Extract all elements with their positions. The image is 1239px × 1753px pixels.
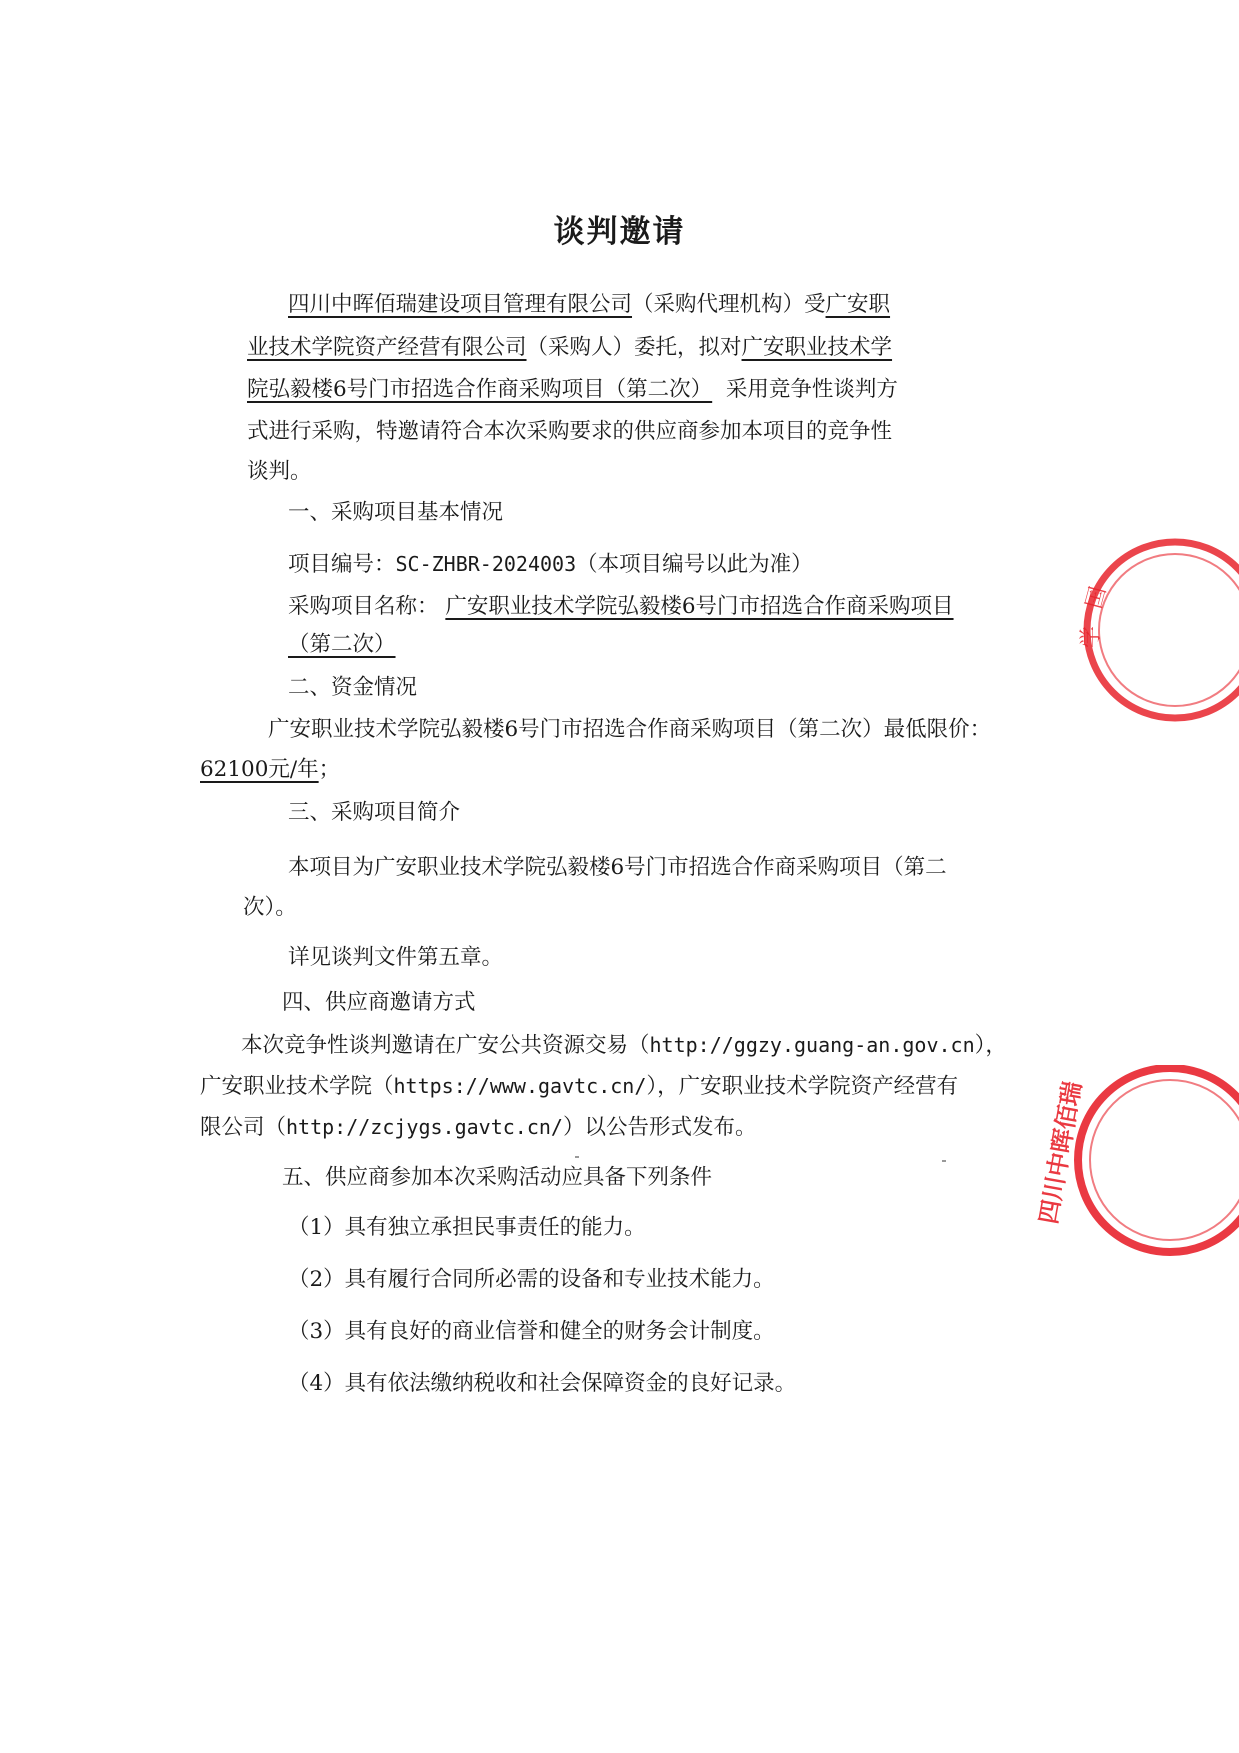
project-name-line xyxy=(288,592,954,622)
price-end: ； xyxy=(318,757,341,782)
svg-text:四川中晖佰瑞: 四川中晖佰瑞 xyxy=(1034,1079,1087,1227)
invitation-text-3b: ）以公告形式发布。 xyxy=(562,1115,757,1140)
funding-text: 广安职业技术学院弘毅楼6号门市招选合作商采购项目（第二次）最低限价： xyxy=(268,717,992,742)
intro-line-5: 谈判。 xyxy=(247,459,312,484)
condition-item-1: （1）具有独立承担民事责任的能力。 xyxy=(288,1215,646,1240)
invitation-line-2 xyxy=(200,1071,958,1102)
intro-line-2 xyxy=(247,333,892,363)
project-number-label: 项目编号： xyxy=(288,552,396,577)
purchaser-name-part1: 广安职 xyxy=(825,292,891,317)
zcjygs-url: http://zcjygs.gavtc.cn/ xyxy=(286,1115,563,1139)
scan-speck xyxy=(942,1160,946,1162)
intro-line-1 xyxy=(288,290,890,320)
project-name-label: 采购项目名称： xyxy=(288,594,439,619)
invitation-text-3a: 限公司（ xyxy=(200,1115,287,1140)
section5-heading: 五、供应商参加本次采购活动应具备下列条件 xyxy=(282,1165,713,1190)
gavtc-url: https://www.gavtc.cn/ xyxy=(393,1074,647,1098)
price-line xyxy=(200,755,340,785)
agency-name: 四川中晖佰瑞建设项目管理有限公司 xyxy=(288,292,633,317)
condition-item-2: （2）具有履行合同所必需的设备和专业技术能力。 xyxy=(288,1267,775,1292)
section2-heading: 二、资金情况 xyxy=(288,675,418,700)
invitation-line-1 xyxy=(241,1030,1007,1061)
project-name-line-2 xyxy=(288,630,396,660)
invitation-text-1a: 本次竞争性谈判邀请在广安公共资源交易（ xyxy=(241,1033,650,1058)
project-number: SC-ZHBR-2024003 xyxy=(395,552,577,576)
purchaser-name-part2: 业技术学院资产经营有限公司 xyxy=(247,335,527,360)
project-name-part2: 院弘毅楼6号门市招选合作商采购项目（第二次） xyxy=(247,377,713,402)
project-number-note: （本项目编号以此为准） xyxy=(576,552,813,577)
condition-item-3: （3）具有良好的商业信誉和健全的财务会计制度。 xyxy=(288,1319,775,1344)
section1-heading: 一、采购项目基本情况 xyxy=(288,500,504,525)
project-name-value: 广安职业技术学院弘毅楼6号门市招选合作商采购项目 xyxy=(445,594,954,619)
purchaser-role: （采购人）委托，拟对 xyxy=(526,335,742,360)
ggzy-url: http://ggzy.guang-an.gov.cn xyxy=(649,1033,975,1057)
project-name-value-2: （第二次） xyxy=(288,632,396,657)
intro-line-4: 式进行采购，特邀请符合本次采购要求的供应商参加本项目的竞争性 xyxy=(247,419,893,444)
section3-heading: 三、采购项目简介 xyxy=(288,800,461,825)
invitation-text-1b: ）， xyxy=(974,1033,1007,1058)
red-seal-icon xyxy=(1050,530,1239,730)
intro-line-3 xyxy=(247,375,898,405)
scan-speck xyxy=(575,1156,579,1158)
condition-item-4: （4）具有依法缴纳税收和社会保障资金的良好记录。 xyxy=(288,1371,797,1396)
document-title: 谈判邀请 xyxy=(553,214,686,250)
invitation-text-2a: 广安职业技术学院（ xyxy=(200,1074,394,1099)
project-name-part1: 广安职业技术学 xyxy=(741,335,893,360)
svg-text:学: 学 xyxy=(1079,625,1104,648)
minimum-price: 62100元/年 xyxy=(200,757,319,782)
detail-note: 详见谈判文件第五章。 xyxy=(288,945,504,970)
intro-text-line-2: 次）。 xyxy=(243,895,297,920)
red-seal-icon-2 xyxy=(1010,1065,1239,1265)
intro-text-line-1: 本项目为广安职业技术学院弘毅楼6号门市招选合作商采购项目（第二 xyxy=(288,855,947,880)
invitation-text-2b: ），广安职业技术学院资产经营有 xyxy=(646,1074,959,1099)
section4-heading: 四、供应商邀请方式 xyxy=(282,990,476,1015)
invitation-line-3 xyxy=(200,1112,756,1143)
project-number-line xyxy=(288,549,813,580)
agency-role: （采购代理机构）受 xyxy=(632,292,826,317)
svg-text:囯: 囯 xyxy=(1081,583,1112,612)
procurement-method: 采用竞争性谈判方 xyxy=(725,377,898,402)
